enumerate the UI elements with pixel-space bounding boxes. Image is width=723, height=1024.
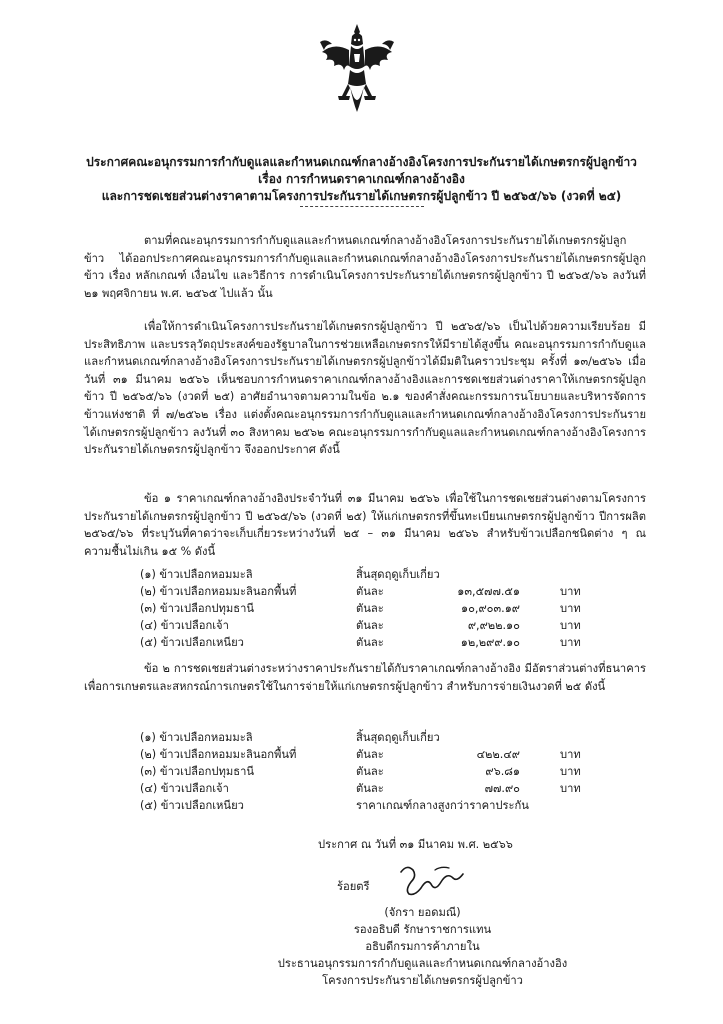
table-cell-price: ๑๓,๕๗๗.๕๑ — [457, 585, 520, 598]
handwritten-signature-icon — [395, 862, 467, 898]
table-cell-unit: ตันละ — [356, 585, 384, 598]
paragraph-clause-2: ข้อ ๒ การชดเชยส่วนต่างระหว่างราคาประกันรายได้กับราคาเกณฑ์กลางอ้างอิง มีอัตราส่วนต่างที่ธนาคารเพื่อการเกษตรและสหกรณ์การเกษตรใช้ในการจ่ายให้แก่เกษตรกรผู้ปลูกข้าว สำหรับการจ่ายเงินงวดที่ ๒๕ ดังนี้ — [84, 662, 646, 693]
table-cell-currency: บาท — [560, 765, 581, 778]
paragraph-clause-1: ข้อ ๑ ราคาเกณฑ์กลางอ้างอิงประจำวันที่ ๓๑ มีนาคม ๒๕๖๖ เพื่อใช้ในการชดเชยส่วนต่างตามโครงการประกันรายได้เกษตรกรผู้ปลูกข้าว ปี ๒๕๖๕/๖๖ (งวดที่ ๒๕) ให้แก่เกษตรกรที่ขึ้นทะเบียนเกษตรกรผู้ปลูกข้าว ปีการผลิต ๒๕๖๕/๖๖ ที่ระบุวันที่คาดว่าจะเก็บเกี่ยวระหว่างวันที่ ๒๕ – ๓๑ มีนาคม ๒๕๖๖ สำหรับข้าวเปลือกชนิดต่าง ๆ ณ ความชื้นไม่เกิน ๑๕ % ดังนี้ — [84, 492, 646, 558]
table-cell-currency: บาท — [560, 585, 581, 598]
signer-position-4: โครงการประกันรายได้เกษตรกรผู้ปลูกข้าว — [322, 974, 523, 987]
signer-position-1: รองอธิบดี รักษาราชการแทน — [353, 923, 492, 936]
signer-rank: ร้อยตรี — [337, 880, 370, 893]
table-row: (๒) ข้าวเปลือกหอมมะลินอกพื้นที่ — [140, 585, 297, 598]
paragraph-preamble: ตามที่คณะอนุกรรมการกำกับดูแลและกำหนดเกณฑ์กลางอ้างอิงโครงการประกันรายได้เกษตรกรผู้ปลูกข้าว ได้ออกประกาศคณะอนุกรรมการกำกับดูแลและกำหนดเกณฑ์กลางอ้างอิงโครงการประกันรายได้เกษตรกรผู้ปลูกข้าว เรื่อง หลักเกณฑ์ เงื่อนไข และวิธีการ การดำเนินโครงการประกันรายได้เกษตรกรผู้ปลูกข้าว ปี ๒๕๖๕/๖๖ ลงวันที่ ๒๑ พฤศจิกายน พ.ศ. ๒๕๖๕ ไปแล้ว นั้น — [84, 234, 646, 300]
table-cell-unit: ตันละ — [356, 602, 384, 615]
table-cell-unit: สิ้นสุดฤดูเก็บเกี่ยว — [356, 731, 440, 744]
table-row: (๓) ข้าวเปลือกปทุมธานี — [140, 765, 255, 778]
signer-position-2: อธิบดีกรมการค้าภายใน — [365, 940, 480, 953]
table-cell-unit: ตันละ — [356, 782, 384, 795]
table-cell-price: ๗๗.๙๐ — [484, 782, 520, 795]
paragraph-resolution: เพื่อให้การดำเนินโครงการประกันรายได้เกษตรกรผู้ปลูกข้าว ปี ๒๕๖๕/๖๖ เป็นไปด้วยความเรียบร้อย มีประสิทธิภาพ และบรรลุวัตถุประสงค์ของรัฐบาลในการช่วยเหลือเกษตรกรให้มีรายได้สูงขึ้น คณะอนุกรรมการกำกับดูแลและกำหนดเกณฑ์กลางอ้างอิงโครงการประกันรายได้เกษตรกรผู้ปลูกข้าวได้มีมติในคราวประชุม ครั้งที่ ๑๓/๒๕๖๖ เมื่อวันที่ ๓๑ มีนาคม ๒๕๖๖ เห็นชอบการกำหนดราคาเกณฑ์กลางอ้างอิงและการชดเชยส่วนต่างราคาให้เกษตรกรผู้ปลูกข้าว ปี ๒๕๖๕/๖๖ (งวดที่ ๒๕) อาศัยอำนาจตามความในข้อ ๒.๑ ของคำสั่งคณะกรรมการนโยบายและบริหารจัดการข้าวแห่งชาติ ที่ ๗/๒๕๖๒ เรื่อง แต่งตั้งคณะอนุกรรมการกำกับดูแลและกำหนดเกณฑ์กลางอ้างอิงโครงการประกันรายได้เกษตรกรผู้ปลูกข้าว ลงวันที่ ๓๐ สิงหาคม ๒๕๖๒ คณะอนุกรรมการกำกับดูแลและกำหนดเกณฑ์กลางอ้างอิงโครงการประกันรายได้เกษตรกรผู้ปลูกข้าว จึงออกประกาศ ดังนี้ — [84, 320, 646, 457]
table-cell-currency: บาท — [560, 782, 581, 795]
table-cell-price: ๙๖.๘๑ — [485, 765, 520, 778]
table-row: (๓) ข้าวเปลือกปทุมธานี — [140, 602, 255, 615]
table-cell-currency: บาท — [560, 636, 581, 649]
title-separator — [300, 206, 424, 207]
signer-name: (จักรา ยอดมณี) — [384, 906, 461, 919]
table-row: (๕) ข้าวเปลือกเหนียว — [140, 636, 244, 649]
table-cell-unit: ตันละ — [356, 636, 384, 649]
table-cell-unit: ตันละ — [356, 765, 384, 778]
document-title-line3: และการชดเชยส่วนต่างราคาตามโครงการประกันรายได้เกษตรกรผู้ปลูกข้าว ปี ๒๕๖๕/๖๖ (งวดที่ ๒๕) — [101, 189, 622, 203]
table-cell-unit: ตันละ — [356, 748, 384, 761]
announcement-date: ประกาศ ณ วันที่ ๓๑ มีนาคม พ.ศ. ๒๕๖๖ — [318, 838, 513, 851]
table-cell-currency: บาท — [560, 748, 581, 761]
table-cell-unit: ตันละ — [356, 619, 384, 632]
document-title-line1: ประกาศคณะอนุกรรมการกำกับดูแลและกำหนดเกณฑ์กลางอ้างอิงโครงการประกันรายได้เกษตรกรผู้ปลูกข้าว — [86, 155, 637, 169]
table-cell-price: ๔๒๒.๔๙ — [476, 748, 520, 761]
garuda-emblem-icon — [316, 22, 398, 118]
document-title-line2: เรื่อง การกำหนดราคาเกณฑ์กลางอ้างอิง — [258, 172, 465, 186]
signer-position-3: ประธานอนุกรรมการกำกับดูแลและกำหนดเกณฑ์กลางอ้างอิง — [277, 957, 568, 970]
table-row: (๒) ข้าวเปลือกหอมมะลินอกพื้นที่ — [140, 748, 297, 761]
table-cell-price: ๙,๙๒๒.๑๐ — [467, 619, 520, 632]
table-row: (๔) ข้าวเปลือกเจ้า — [140, 619, 229, 632]
table-row: (๑) ข้าวเปลือกหอมมะลิ — [140, 568, 253, 581]
table-cell-price: ๑๒,๒๙๙.๑๐ — [460, 636, 520, 649]
table-cell-unit: สิ้นสุดฤดูเก็บเกี่ยว — [356, 568, 440, 581]
table-row: (๑) ข้าวเปลือกหอมมะลิ — [140, 731, 253, 744]
table-row: (๔) ข้าวเปลือกเจ้า — [140, 782, 229, 795]
table-cell-currency: บาท — [560, 619, 581, 632]
table-cell-unit: ราคาเกณฑ์กลางสูงกว่าราคาประกัน — [356, 799, 529, 812]
table-cell-currency: บาท — [560, 602, 581, 615]
table-cell-price: ๑๐,๙๐๓.๑๙ — [460, 602, 520, 615]
table-row: (๕) ข้าวเปลือกเหนียว — [140, 799, 244, 812]
